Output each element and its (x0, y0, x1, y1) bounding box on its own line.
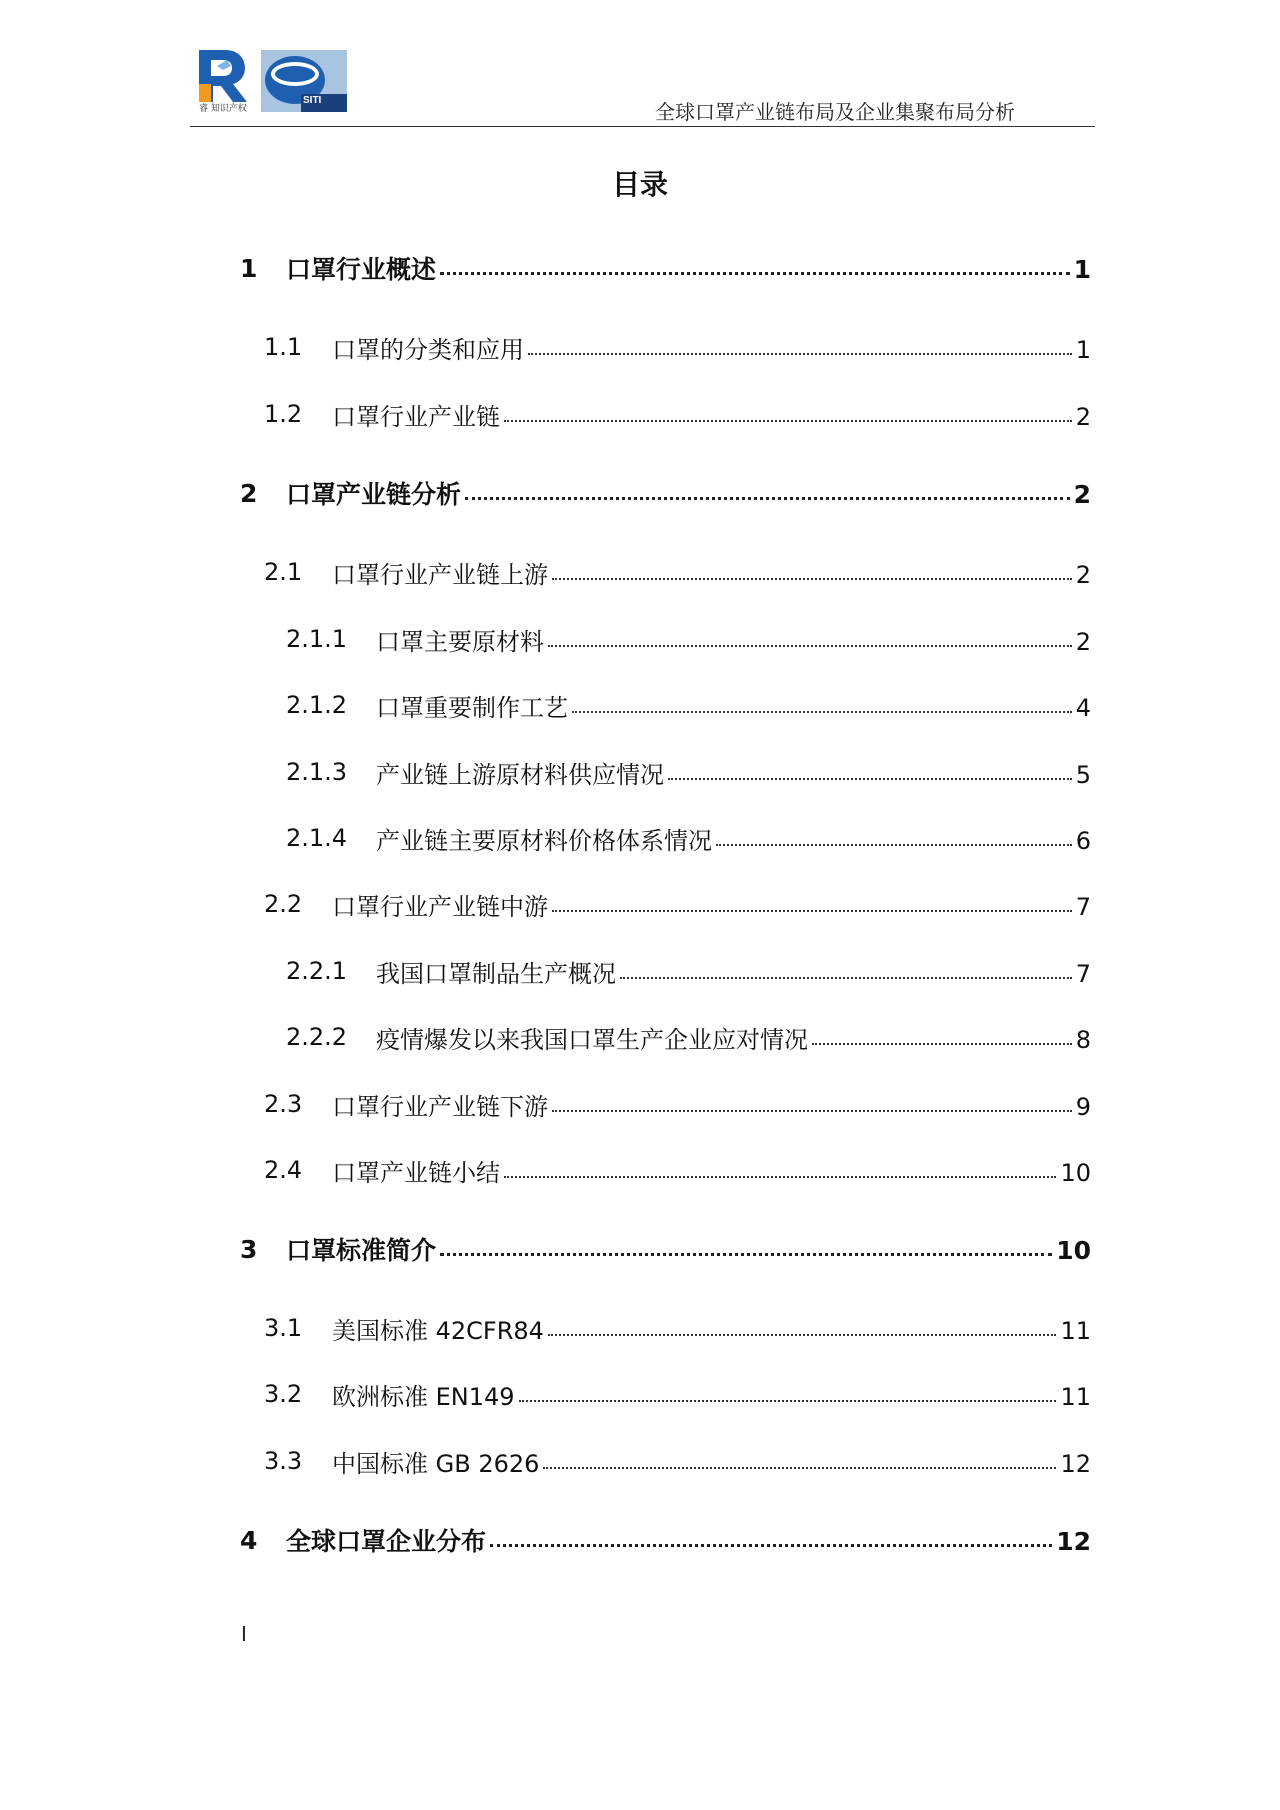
toc-entry-number: 2.1.4 (286, 824, 348, 852)
dot-leader (548, 644, 1072, 647)
toc-entry[interactable] (0, 951, 1280, 991)
toc-entry[interactable] (0, 248, 1280, 288)
toc-entry-number: 2.1.3 (286, 758, 348, 786)
toc-entry-page: 11 (1060, 1316, 1091, 1345)
toc-entry-label: 全球口罩企业分布 (286, 1527, 487, 1556)
toc-entry-label: 口罩行业产业链上游 (332, 560, 548, 589)
toc-entry-label: 口罩行业产业链下游 (332, 1092, 548, 1121)
dot-leader (620, 976, 1072, 979)
toc-entry-label: 口罩行业产业链中游 (332, 892, 548, 921)
toc-entry[interactable] (0, 1017, 1280, 1057)
toc-entry[interactable] (0, 884, 1280, 924)
toc-entry[interactable] (0, 1441, 1280, 1481)
toc-entry-page: 7 (1075, 959, 1091, 988)
dot-leader (528, 352, 1072, 355)
toc-entry-number: 2.2.2 (286, 1023, 348, 1051)
toc-entry-number: 1.2 (264, 400, 303, 428)
header-divider (190, 126, 1095, 127)
toc-entry-label: 口罩主要原材料 (376, 627, 544, 656)
dot-leader (543, 1466, 1056, 1469)
toc-entry[interactable] (0, 1374, 1280, 1414)
dot-leader (812, 1042, 1072, 1045)
toc-entry-number: 3 (240, 1234, 258, 1264)
dot-leader (668, 777, 1072, 780)
toc-entry[interactable] (0, 1229, 1280, 1269)
toc-entry-number: 2.1.2 (286, 691, 348, 719)
toc-entry-page: 11 (1060, 1382, 1091, 1411)
toc-entry[interactable] (0, 394, 1280, 434)
toc-entry-page: 12 (1060, 1449, 1091, 1478)
toc-entry-label: 欧洲标准 EN149 (332, 1382, 515, 1411)
toc-entry-number: 2 (240, 478, 258, 508)
toc-entry-label: 口罩产业链分析 (286, 480, 462, 509)
toc-entry[interactable] (0, 327, 1280, 367)
toc-entry-page: 5 (1075, 760, 1091, 789)
toc-entry-page: 2 (1075, 402, 1091, 431)
toc-entry-label: 我国口罩制品生产概况 (376, 959, 616, 988)
toc-entry-page: 6 (1075, 826, 1091, 855)
toc-entry-label: 中国标准 GB 2626 (332, 1449, 540, 1478)
toc-entry[interactable] (0, 1150, 1280, 1190)
toc-entry-number: 2.4 (264, 1156, 303, 1184)
dot-leader (465, 496, 1070, 500)
dot-leader (548, 1333, 1057, 1336)
dot-leader (552, 577, 1072, 580)
toc-entry-number: 3.2 (264, 1380, 303, 1408)
toc-entry[interactable] (0, 1084, 1280, 1124)
toc-entry-number: 2.2 (264, 890, 303, 918)
toc-entry-label: 口罩行业产业链 (332, 402, 500, 431)
toc-entry-page: 4 (1075, 693, 1091, 722)
toc-entry-page: 9 (1075, 1092, 1091, 1121)
toc-entry[interactable] (0, 752, 1280, 792)
toc-entry-page: 1 (1075, 335, 1091, 364)
toc-entry-page: 2 (1073, 480, 1091, 509)
toc-entry-number: 2.3 (264, 1090, 303, 1118)
toc-entry-label: 口罩重要制作工艺 (376, 693, 568, 722)
toc-entry-number: 2.2.1 (286, 957, 348, 985)
toc-entry-page: 8 (1075, 1025, 1091, 1054)
toc-entry[interactable] (0, 619, 1280, 659)
dot-leader (552, 1109, 1072, 1112)
dot-leader (504, 419, 1072, 422)
toc-entry-page: 12 (1056, 1527, 1091, 1556)
toc-entry[interactable] (0, 818, 1280, 858)
toc-heading: 目录 (611, 168, 668, 201)
toc-entry-number: 2.1 (264, 558, 303, 586)
toc-entry-number: 4 (240, 1525, 258, 1555)
siti-logo-text: SITI (303, 95, 322, 106)
toc-entry-number: 1 (240, 253, 258, 283)
toc-entry-page: 2 (1075, 560, 1091, 589)
toc-entry-label: 产业链上游原材料供应情况 (376, 760, 664, 789)
toc-entry-label: 产业链主要原材料价格体系情况 (376, 826, 712, 855)
dot-leader (519, 1399, 1057, 1402)
dot-leader (716, 843, 1072, 846)
toc-entry-label: 口罩行业概述 (286, 255, 437, 284)
dot-leader (504, 1175, 1056, 1178)
toc-entry-label: 口罩标准简介 (286, 1236, 437, 1265)
toc-entry[interactable] (0, 1308, 1280, 1348)
toc-entry-label: 美国标准 42CFR84 (332, 1316, 544, 1345)
document-title: 全球口罩产业链布局及企业集聚布局分析 (655, 100, 1015, 124)
page-header (190, 48, 1095, 128)
toc-entry-label: 口罩产业链小结 (332, 1158, 500, 1187)
logo-caption: 睿 知识产权 (199, 104, 247, 114)
toc-entry[interactable] (0, 685, 1280, 725)
toc-entry-number: 2.1.1 (286, 625, 348, 653)
toc-entry-page: 10 (1056, 1236, 1091, 1265)
toc-entry[interactable] (0, 1520, 1280, 1560)
toc-entry[interactable] (0, 552, 1280, 592)
toc-entry-label: 口罩的分类和应用 (332, 335, 524, 364)
dot-leader (552, 909, 1072, 912)
toc-entry-page: 2 (1075, 627, 1091, 656)
dot-leader (440, 271, 1070, 275)
dot-leader (490, 1543, 1052, 1547)
toc-entry-number: 3.3 (264, 1447, 303, 1475)
toc-entry[interactable] (0, 473, 1280, 513)
toc-entry-number: 3.1 (264, 1314, 303, 1342)
toc-entry-number: 1.1 (264, 333, 303, 361)
toc-entry-page: 10 (1060, 1158, 1091, 1187)
toc-entry-label: 疫情爆发以来我国口罩生产企业应对情况 (376, 1025, 808, 1054)
dot-leader (572, 710, 1072, 713)
page-number: I (241, 1622, 247, 1646)
dot-leader (440, 1252, 1052, 1256)
toc-entry-page: 1 (1073, 255, 1091, 284)
toc-entry-page: 7 (1075, 892, 1091, 921)
